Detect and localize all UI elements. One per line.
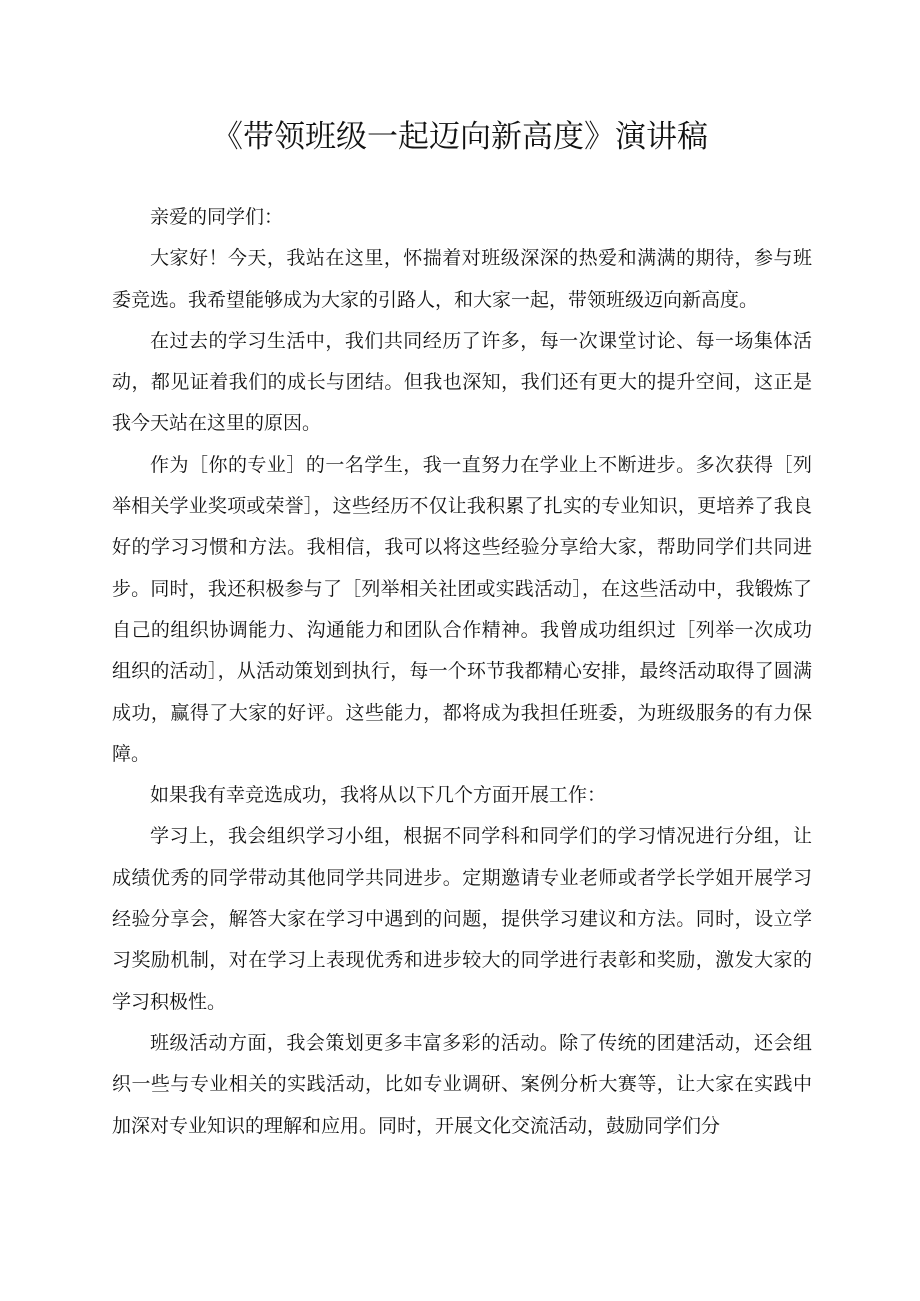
paragraph-intro: 大家好！今天，我站在这里，怀揣着对班级深深的热爱和满满的期待，参与班委竞选。我希望能够成为大家的引路人，和大家一起，带领班级迈向新高度。 [112,247,812,311]
paragraph-plan-intro: 如果我有幸竞选成功，我将从以下几个方面开展工作： [150,784,607,807]
paragraph-past: 在过去的学习生活中，我们共同经历了许多，每一次课堂讨论、每一场集体活动，都见证着我们的成长与团结。但我也深知，我们还有更大的提升空间，这正是我今天站在这里的原因。 [112,329,812,435]
paragraph-study-plan: 学习上，我会组织学习小组，根据不同学科和同学们的学习情况进行分组，让成绩优秀的同学带动其他同学共同进步。定期邀请专业老师或者学长学姐开展学习经验分享会，解答大家在学习中遇到的问题，提供学习建议和方法。同时，设立学习奖励机制，对在学习上表现优秀和进步较大的同学进行表彰和奖励，激发大家的学习积极性。 [112,825,812,1013]
document-title: 《带领班级一起迈向新高度》演讲稿 [212,119,708,155]
paragraph-qualifications: 作为［你的专业］的一名学生，我一直努力在学业上不断进步。多次获得［列举相关学业奖项或荣誉］，这些经历不仅让我积累了扎实的专业知识，更培养了我良好的学习习惯和方法。我相信，我可以将这些经验分享给大家，帮助同学们共同进步。同时，我还积极参与了［列举相关社团或实践活动］，在这些活动中，我锻炼了自己的组织协调能力、沟通能力和团队合作精神。我曾成功组织过［列举一次成功组织的活动］，从活动策划到执行，每一个环节我都精心安排，最终活动取得了圆满成功，赢得了大家的好评。这些能力，都将成为我担任班委，为班级服务的有力保障。 [112,453,812,765]
paragraph-activity-plan: 班级活动方面，我会策划更多丰富多彩的活动。除了传统的团建活动，还会组织一些与专业相关的实践活动，比如专业调研、案例分析大赛等，让大家在实践中加深对专业知识的理解和应用。同时，开展文化交流活动，鼓励同学们分 [112,1031,812,1137]
paragraph-greeting: 亲爱的同学们： [150,206,284,228]
document-body [112,197,812,1147]
